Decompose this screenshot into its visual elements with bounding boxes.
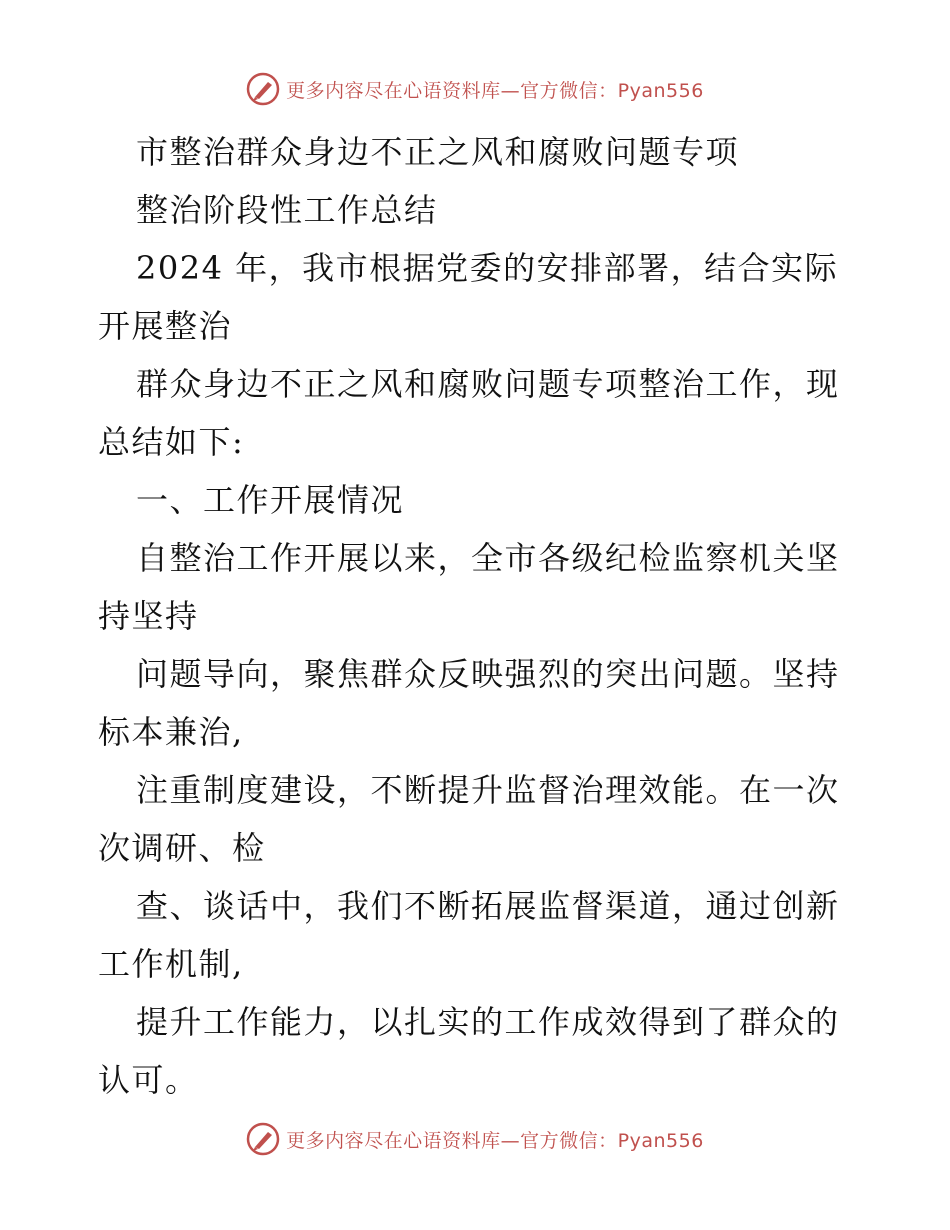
watermark-text: 更多内容尽在心语资料库—官方微信：Pyan556 — [286, 1129, 704, 1152]
doc-title-line-2: 整治阶段性工作总结 — [136, 191, 438, 229]
section-heading: 一、工作开展情况 — [136, 481, 405, 519]
footer-watermark — [0, 1122, 950, 1156]
watermark-text: 更多内容尽在心语资料库—官方微信：Pyan556 — [286, 79, 704, 102]
doc-paragraph: 群众身边不正之风和腐败问题专项整治工作，现总结如下: — [98, 365, 840, 461]
doc-paragraph: 问题导向，聚焦群众反映强烈的突出问题。坚持标本兼治, — [98, 655, 840, 751]
doc-paragraph: 提升工作能力，以扎实的工作成效得到了群众的认可。 — [98, 1003, 840, 1099]
pen-logo-icon — [246, 72, 280, 106]
doc-paragraph: 注重制度建设，不断提升监督治理效能。在一次次调研、检 — [98, 771, 840, 867]
document-body — [98, 123, 858, 1109]
doc-paragraph: 查、谈话中，我们不断拓展监督渠道，通过创新工作机制, — [98, 887, 840, 983]
doc-paragraph: 自整治工作开展以来，全市各级纪检监察机关坚持坚持 — [98, 539, 840, 635]
header-watermark — [0, 72, 950, 106]
doc-title-line-1: 市整治群众身边不正之风和腐败问题专项 — [136, 133, 740, 171]
pen-logo-icon — [246, 1122, 280, 1156]
doc-paragraph: 2024 年，我市根据党委的安排部署，结合实际开展整治 — [98, 249, 839, 345]
